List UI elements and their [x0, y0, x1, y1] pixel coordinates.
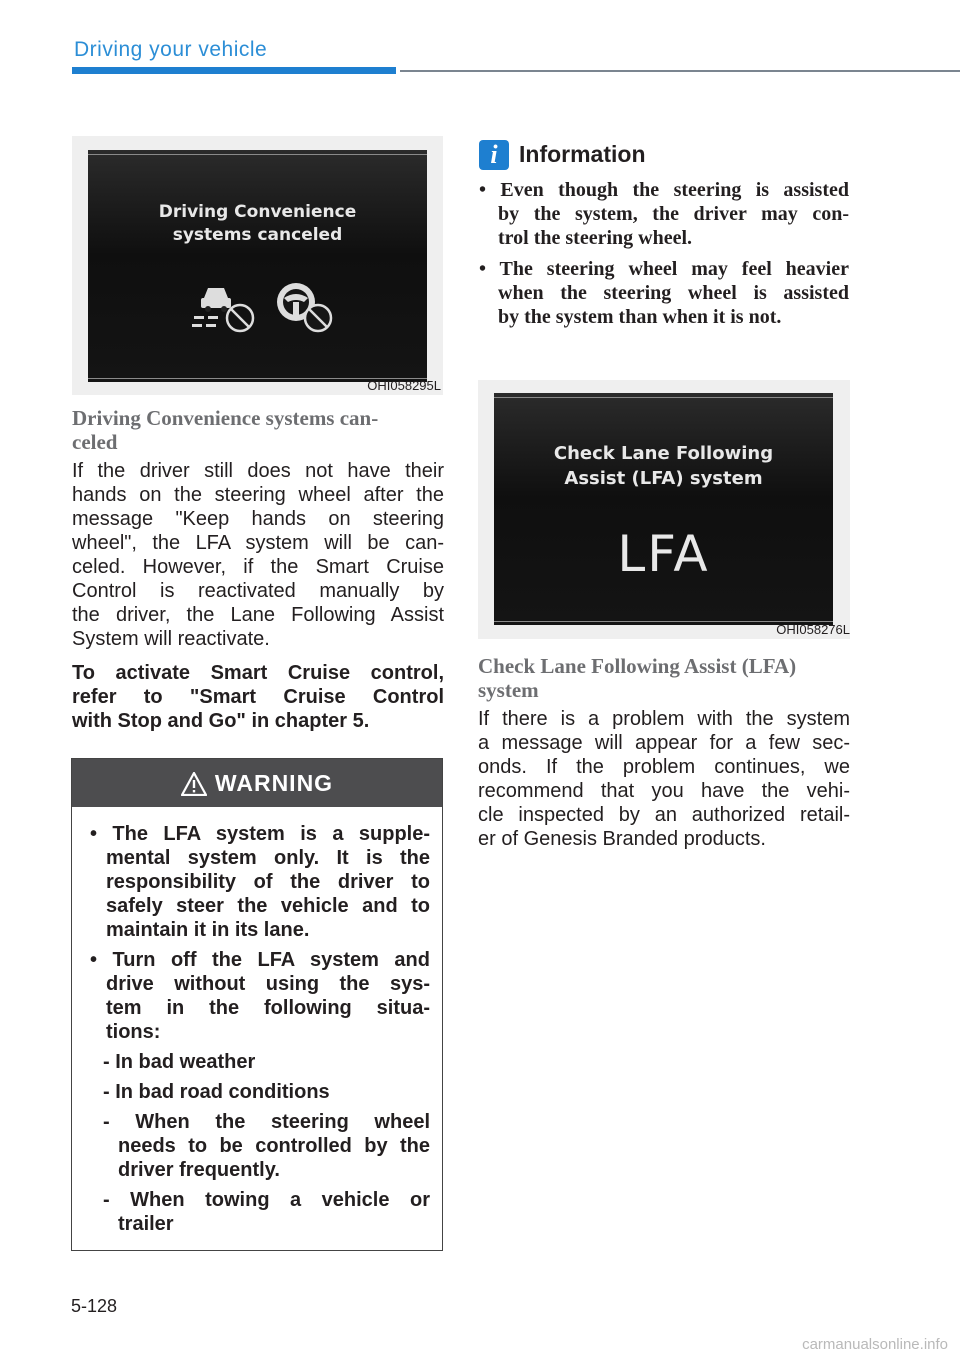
warning-header — [72, 759, 442, 807]
paragraph-line: hands on the steering wheel after the — [72, 484, 444, 506]
section-heading-1-line1: Driving Convenience systems can- — [72, 406, 379, 430]
header-rule-accent — [72, 67, 396, 74]
screen-lfa-label: LFA — [617, 525, 710, 583]
paragraph-line: refer to "Smart Cruise Control — [72, 686, 444, 708]
screen-message-line1: Check Lane Following — [553, 443, 774, 464]
page-number: 5-128 — [71, 1296, 118, 1316]
warning-box — [71, 758, 443, 1251]
warning-subitem: - In bad road conditions — [103, 1081, 330, 1103]
warning-line: maintain it in its lane. — [106, 919, 310, 941]
warning-subitem: - When the steering wheel — [103, 1111, 430, 1133]
paragraph-line: To activate Smart Cruise control, — [72, 662, 444, 684]
warning-subitem: trailer — [118, 1213, 174, 1235]
info-line: when the steering wheel is assisted — [498, 282, 849, 304]
section-title: Driving your vehicle — [74, 38, 268, 61]
paragraph-line: er of Genesis Branded products. — [478, 828, 766, 850]
warning-line: responsibility of the driver to — [106, 871, 430, 893]
warning-subitem: needs to be controlled by the — [118, 1135, 430, 1157]
watermark: carmanualsonline.info — [802, 1336, 948, 1353]
warning-line: mental system only. It is the — [106, 847, 430, 869]
paragraph-line: If there is a problem with the system — [478, 708, 850, 730]
paragraph-line: with Stop and Go" in chapter 5. — [72, 710, 370, 732]
info-line: trol the steering wheel. — [498, 227, 693, 249]
paragraph-line: onds. If the problem continues, we — [478, 756, 850, 778]
paragraph-line: wheel", the LFA system will be can- — [72, 532, 444, 554]
paragraph-line: If the driver still does not have their — [72, 460, 444, 482]
warning-line: • The LFA system is a supple- — [90, 823, 430, 845]
paragraph-line: a message will appear for a few sec- — [478, 732, 850, 754]
warning-triangle-icon — [181, 772, 207, 796]
paragraph-line: System will reactivate. — [72, 628, 270, 650]
steering-wheel-off-icon — [270, 278, 340, 338]
section-heading-1-line2: celed — [72, 430, 118, 454]
cluster-screen — [494, 393, 833, 625]
info-line: • The steering wheel may feel heavier — [479, 258, 849, 280]
paragraph-line: recommend that you have the vehi- — [478, 780, 850, 802]
figure-code: OHI058276L — [776, 622, 850, 637]
warning-subitem: - In bad weather — [103, 1051, 256, 1073]
header-rule — [400, 70, 960, 72]
warning-line: • Turn off the LFA system and — [90, 949, 430, 971]
paragraph-line: cle inspected by an authorized retail- — [478, 804, 850, 826]
info-line: by the system, the driver may con- — [498, 203, 849, 225]
screen-message-line1: Driving Convenience — [158, 202, 357, 222]
warning-line: drive without using the sys- — [106, 973, 430, 995]
lane-assist-off-icon — [190, 278, 260, 338]
warning-line: tem in the following situa- — [106, 997, 430, 1019]
info-line: by the system than when it is not. — [498, 306, 782, 328]
info-line: • Even though the steering is assisted — [479, 179, 849, 201]
warning-title: WARNING — [214, 770, 334, 796]
warning-line: tions: — [106, 1021, 161, 1043]
figure-check-lfa-system — [478, 380, 850, 639]
figure-code: OHI058295L — [367, 378, 441, 393]
warning-subitem: - When towing a vehicle or — [103, 1189, 430, 1211]
cluster-screen — [88, 150, 427, 382]
paragraph-line: celed. However, if the Smart Cruise — [72, 556, 444, 578]
warning-line: safely steer the vehicle and to — [106, 895, 430, 917]
info-icon: i — [479, 140, 509, 170]
paragraph-line: Control is reactivated manually by — [72, 580, 444, 602]
screen-message-line2: Assist (LFA) system — [564, 468, 763, 489]
section-heading-2-line2: system — [478, 678, 539, 702]
paragraph-line: the driver, the Lane Following Assist — [72, 604, 444, 626]
figure-driving-convenience-canceled — [72, 136, 443, 395]
warning-subitem: driver frequently. — [118, 1159, 280, 1181]
screen-message-line2: systems canceled — [172, 225, 343, 245]
info-title: Information — [519, 141, 646, 167]
paragraph-line: message "Keep hands on steering — [72, 508, 444, 530]
section-heading-2-line1: Check Lane Following Assist (LFA) — [478, 654, 797, 678]
